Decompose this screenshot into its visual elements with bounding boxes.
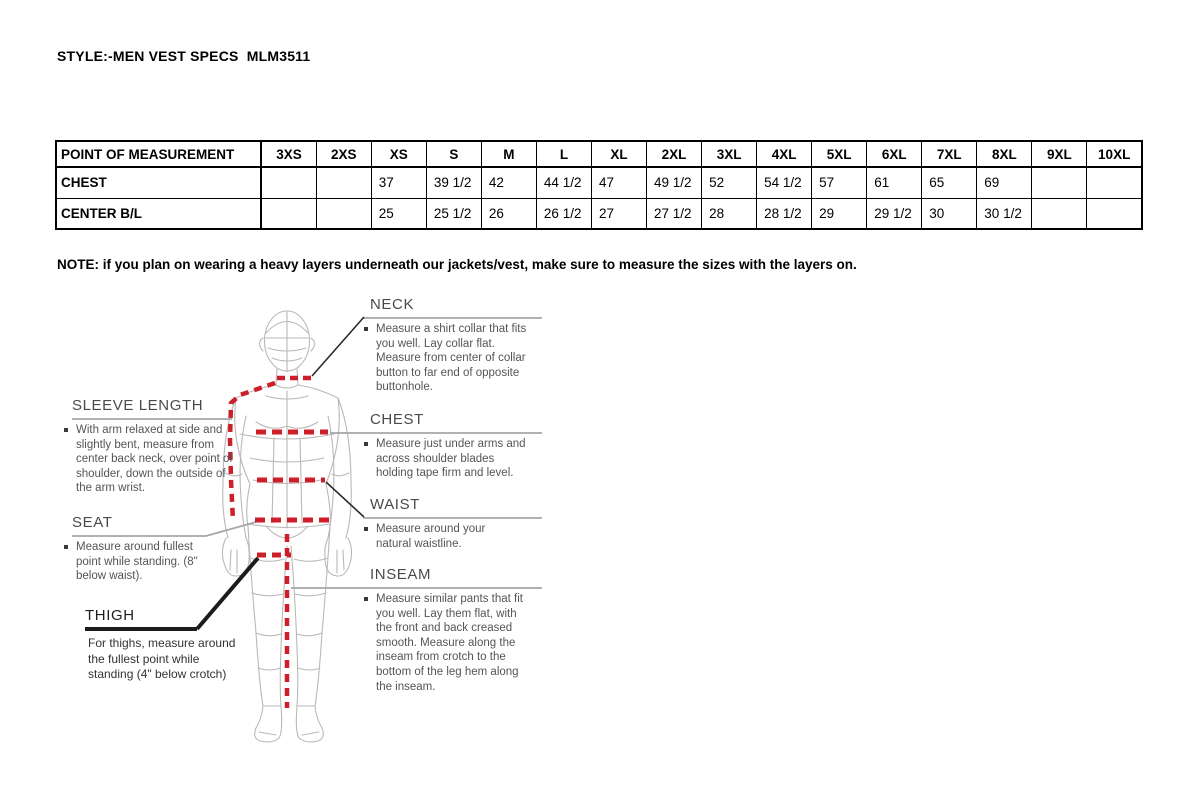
measurement-cell: 42	[481, 167, 536, 198]
measurement-cell	[316, 167, 371, 198]
measurement-cell: 26	[481, 198, 536, 229]
guide-body-chest	[364, 437, 534, 481]
bullet-icon	[64, 428, 68, 432]
table-body	[56, 167, 1142, 229]
waist-instructions: Measure around your natural waistline.	[376, 523, 486, 550]
measurement-cell: 27	[591, 198, 646, 229]
column-header-size: XL	[591, 141, 646, 167]
inseam-heading: INSEAM	[370, 566, 432, 583]
measurement-cell: 47	[591, 167, 646, 198]
measurement-cell: 28	[702, 198, 757, 229]
guide-section-neck	[370, 297, 414, 312]
measurement-cell: 69	[977, 167, 1032, 198]
guide-section-waist	[370, 497, 420, 512]
chest-instructions: Measure just under arms and across shoulder blades holding tape firm and level.	[376, 438, 526, 480]
measurement-cell: 25 1/2	[426, 198, 481, 229]
column-header-size: 6XL	[867, 141, 922, 167]
measurement-cell: 57	[812, 167, 867, 198]
guide-section-seat	[72, 515, 112, 530]
column-header-size: 7XL	[922, 141, 977, 167]
guide-body-inseam	[364, 592, 528, 694]
sleeve-length-instructions: With arm relaxed at side and slightly bent, measure from center back neck, over point of shoulder, down the outside of the arm wrist.	[76, 424, 233, 495]
sleeve-length-heading: SLEEVE LENGTH	[72, 397, 204, 414]
chest-heading: CHEST	[370, 411, 424, 428]
column-header-size: 3XL	[702, 141, 757, 167]
measurement-cell: 29	[812, 198, 867, 229]
bullet-icon	[364, 597, 368, 601]
guide-body-seat	[64, 540, 216, 584]
page-title: STYLE:-MEN VEST SPECS MLM3511	[57, 48, 311, 64]
column-header-size: M	[481, 141, 536, 167]
measurement-cell: 27 1/2	[647, 198, 702, 229]
guide-section-inseam	[370, 567, 431, 582]
column-header-size: 2XL	[647, 141, 702, 167]
measurement-cell	[1087, 198, 1142, 229]
neck-heading: NECK	[370, 296, 415, 313]
seat-heading: SEAT	[72, 514, 113, 531]
measurement-cell: 49 1/2	[647, 167, 702, 198]
size-table	[55, 140, 1143, 230]
neck-instructions: Measure a shirt collar that fits you well. Lay collar flat. Measure from center of collar button to far end of opposite buttonhole.	[376, 323, 527, 394]
measurement-cell: 61	[867, 167, 922, 198]
table-row	[56, 167, 1142, 198]
table-row	[56, 198, 1142, 229]
column-header-size: 4XL	[757, 141, 812, 167]
note-text: NOTE: if you plan on wearing a heavy layers underneath our jackets/vest, make sure to measure the sizes with the layers on.	[57, 257, 857, 272]
measurement-cell: 65	[922, 167, 977, 198]
table-head	[56, 141, 1142, 167]
column-header-size: 3XS	[261, 141, 316, 167]
column-header-size: 9XL	[1032, 141, 1087, 167]
measurement-cell: 30	[922, 198, 977, 229]
measurement-cell: 39 1/2	[426, 167, 481, 198]
column-header-size: XS	[371, 141, 426, 167]
bullet-icon	[364, 327, 368, 331]
waist-heading: WAIST	[370, 496, 420, 513]
measurement-diagram	[60, 288, 550, 748]
neck-leader-line	[312, 317, 364, 376]
column-header-size: S	[426, 141, 481, 167]
column-header-size: 10XL	[1087, 141, 1142, 167]
inseam-instructions: Measure similar pants that fit you well. Lay them flat, with the front and back creased smooth. Measure along the inseam from crotch to the bottom of the leg hem along the inseam.	[376, 593, 524, 693]
measurement-cell	[1087, 167, 1142, 198]
guide-section-sleeve-length	[72, 398, 203, 413]
guide-section-thigh	[85, 608, 135, 623]
measurement-cell: 30 1/2	[977, 198, 1032, 229]
seat-instructions: Measure around fullest point while standing. (8" below waist).	[76, 541, 198, 583]
column-header-size: 5XL	[812, 141, 867, 167]
measurement-cell: 52	[702, 167, 757, 198]
guide-body-waist	[364, 522, 516, 551]
bullet-icon	[364, 527, 368, 531]
guide-section-chest	[370, 412, 424, 427]
column-header-point-of-measurement: POINT OF MEASUREMENT	[56, 141, 261, 167]
bullet-icon	[64, 545, 68, 549]
thigh-heading: THIGH	[85, 607, 135, 624]
measurement-cell: 28 1/2	[757, 198, 812, 229]
measurement-cell: 44 1/2	[536, 167, 591, 198]
thigh-instructions: For thighs, measure around the fullest point while standing (4" below crotch)	[88, 636, 236, 681]
measurement-cell	[316, 198, 371, 229]
row-label: CENTER B/L	[56, 198, 261, 229]
guide-body-sleeve-length	[64, 423, 234, 496]
measurement-cell	[261, 167, 316, 198]
measurement-cell: 54 1/2	[757, 167, 812, 198]
measurement-cell	[1032, 167, 1087, 198]
column-header-size: 8XL	[977, 141, 1032, 167]
sleeve-measure-line	[230, 383, 275, 521]
header-row	[56, 141, 1142, 167]
measurement-cell	[1032, 198, 1087, 229]
measurement-cell: 25	[371, 198, 426, 229]
guide-body-neck	[364, 322, 528, 395]
row-label: CHEST	[56, 167, 261, 198]
measurement-cell: 37	[371, 167, 426, 198]
column-header-size: L	[536, 141, 591, 167]
guide-body-thigh	[88, 636, 238, 683]
measurement-cell: 29 1/2	[867, 198, 922, 229]
bullet-icon	[364, 442, 368, 446]
column-header-size: 2XS	[316, 141, 371, 167]
measurement-cell	[261, 198, 316, 229]
measurement-cell: 26 1/2	[536, 198, 591, 229]
